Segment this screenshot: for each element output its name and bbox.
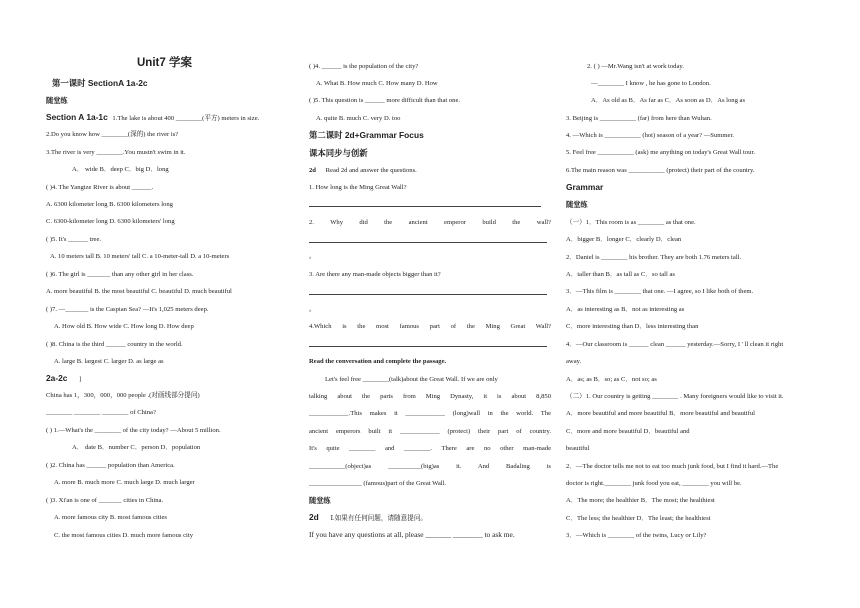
task-label: 2d <box>309 512 319 522</box>
task-line <box>309 513 427 523</box>
question-options: A. 10 meters tall B. 10 meters' tall C. a 10-meter-tall D. a 10-meters <box>50 253 230 260</box>
question-options: A. quite B. much C. very D. too <box>316 115 401 122</box>
section-line <box>46 374 81 384</box>
question-text: （一）1．This room is as ________ as that one. <box>566 219 696 226</box>
question-options: A．The more; the healthier B．The most; the healthiest <box>566 497 715 504</box>
question-options: A．As old as B．As far as C．As soon as D．As long as <box>591 97 746 104</box>
question-options: A. What B. How much C. How many D. How <box>316 80 438 87</box>
question-options: A. 6300 kilometer long B. 6300 kilometers long <box>46 201 173 208</box>
page-title: Unit7 学案 <box>137 57 192 69</box>
passage-line: ancient emperors built it ____________ (protect) their part of country. <box>309 428 551 435</box>
question-options: A． date B．number C．person D．population <box>72 444 201 451</box>
question-options: A. more beautiful B. the most beautiful C. beautiful D. much beautiful <box>46 288 232 295</box>
task-instruction: Read 2d and answer the questions. <box>325 167 417 174</box>
question-text: 3. Are there any man-made objects bigger than it? <box>309 271 441 278</box>
question-options: C. 6300-kilometer long D. 6300 kilometers' long <box>46 218 175 225</box>
question-options: C．more interesting than D．less interesting than <box>566 323 699 330</box>
question-text: ( )5. It's ______ tree. <box>46 236 102 243</box>
passage-line: Let's feel free ________(talk)about the Great Wall. If we are only <box>325 376 498 383</box>
answer-blanks: ________ ________ ________ of China? <box>46 409 156 416</box>
question-text: 2. Why did the ancient emperor build the wall? <box>309 219 551 226</box>
question-options: beautiful <box>566 445 590 452</box>
question-text: 4. —Which is ___________ (hot) season of a year? —Summer. <box>566 132 734 139</box>
question-text: 3．—Which is ________ of the twins, Lucy or Lily? <box>566 532 707 539</box>
question-options: C．The less; the healthier D．The least; the healthiest <box>566 515 711 522</box>
section-heading: Section A 1a-1c <box>46 112 108 122</box>
question-text: ( )7. —_______ is the Caspian Sea? —It's 1,025 meters deep. <box>46 306 209 313</box>
question-text: 2.Do you know how ________(深的) the river is? <box>46 131 179 138</box>
question-text: ( ) 1.—What's the ________ of the city today? —About 5 million. <box>46 427 221 434</box>
question-text: ( )6. The girl is _______ than any other girl in her class. <box>46 271 194 278</box>
column-left <box>0 0 300 608</box>
question-text: ( )8. China is the third ______ country in the world. <box>46 341 183 348</box>
question-options: C. the most famous cities D. much more famous city <box>54 532 193 539</box>
question-text: doctor is right.________ junk food you eat, ________ you will be. <box>566 480 742 487</box>
question-text: If you have any questions at all, please _______ ________ to ask me. <box>309 530 515 539</box>
answer-line <box>309 206 541 207</box>
question-text: 3.The river is very ________.You mustn't swim in it. <box>46 149 186 156</box>
task-line <box>309 167 417 175</box>
passage-line: ____________.This makes it ____________ (long)wall in the world. The <box>309 410 551 417</box>
question-options: A．taller than B．as tall as C．so tall as <box>566 271 675 278</box>
practice-heading: 随堂练 <box>309 496 331 505</box>
question-options: C．more and more beautiful D．beautiful and <box>566 428 690 435</box>
question-text: ( )3. Xi'an is one of _______ cities in China. <box>46 497 164 504</box>
question-text <box>46 392 200 400</box>
passage-line: talking about the parts from Ming Dynasty, it is about 8,850 <box>309 393 551 400</box>
question-options: A．bigger B．longer C．clearly D．clean <box>566 236 682 243</box>
question-text: 5. Feel free ___________ (ask) me anything on today's Great Wall tour. <box>566 149 755 156</box>
question-text: 4．—Our classroom is ______ clean ______ yesterday.—Sorry, I ' ll clean it right <box>566 341 784 348</box>
task-instruction: Ⅰ.如果有任何问题，请随意提问。 <box>330 515 428 522</box>
task-label: 2d <box>309 167 316 174</box>
question-text: 3. Beijing is ___________ (far) from here than Wuhan. <box>566 115 712 122</box>
question-text: 1. How long is the Ming Great Wall? <box>309 184 407 191</box>
question-text: away. <box>566 358 582 365</box>
question-text: 4.Which is the most famous part of the Ming Great Wall? <box>309 323 551 330</box>
question-options: A. more B. much more C. much large D. much larger <box>54 479 195 486</box>
question-options: A．more beautiful and more beautiful B．more beautiful and beautiful <box>566 410 755 417</box>
sync-heading: 课本同步与创新 <box>309 148 368 158</box>
question-text: （二）1. Our country is getting ________ . Many foreigners would like to visit it. <box>566 393 784 400</box>
question-text: ( )2. China has ______ population than America. <box>46 462 175 469</box>
question-text: —________ I know , he has gone to London. <box>591 80 711 87</box>
question-text: ( )4. ______ is the population of the city? <box>309 63 419 70</box>
question-options: A. more famous city B. most famous cities <box>54 514 167 521</box>
period-mark: 。 <box>309 306 316 313</box>
question-options: A． wide B．deep C．big D．long <box>72 166 169 173</box>
question-options: A. How old B. How wide C. How long D. How deep <box>54 323 194 330</box>
practice-heading: 随堂练 <box>46 96 68 105</box>
practice-heading: 随堂练 <box>566 200 588 209</box>
period-mark: 。 <box>309 253 316 260</box>
question-options: A. large B. largest C. larger D. as large as <box>54 358 164 365</box>
question-text: 2．Daniel is ________ his brother. They are both 1.76 meters tall. <box>566 254 742 261</box>
answer-line <box>309 294 547 295</box>
question-text: ( )4. The Yangtze River is about ______. <box>46 184 154 191</box>
answer-line <box>309 242 547 243</box>
answer-line <box>309 346 547 347</box>
lesson-heading: 第一课时 SectionA 1a-2c <box>52 78 148 88</box>
passage-line: ________________ (famous)part of the Great Wall. <box>309 480 447 487</box>
grammar-heading: Grammar <box>566 182 604 192</box>
passage-line: It's quite ________ and ________. There are no other man-made <box>309 445 551 452</box>
question-text: China has 1，300，000，000 people .(对画线部分提问) <box>46 392 200 399</box>
lesson-heading: 第二课时 2d+Grammar Focus <box>309 130 424 140</box>
section-line <box>46 113 259 123</box>
passage-heading: Read the conversation and complete the passage. <box>309 358 447 365</box>
question-text: ( )5. This question is ______ more difficult than that one. <box>309 97 461 104</box>
question-text: 2．—The doctor tells me not to eat too much junk food, but I find it hard.—The <box>566 463 779 470</box>
question-text: 1.The lake is about 400 ________(平方) meters in size. <box>112 115 260 122</box>
passage-line: ___________(object)as __________(big)as it. And Badaling is <box>309 463 551 470</box>
section-heading: 2a-2c <box>46 373 68 383</box>
question-text: 6.The main reason was ___________ (protect) their part of the country. <box>566 167 755 174</box>
question-text: 3．—This film is ________ that one. —I agree, so I like both of them. <box>566 288 754 295</box>
bracket-mark: ] <box>79 376 82 383</box>
question-options: A．as interesting as B．not as interesting as <box>566 306 685 313</box>
column-right <box>560 0 860 608</box>
question-options: A．as; as B．so; as C．not so; as <box>566 376 657 383</box>
question-text: 2. ( ) —Mr.Wang isn't at work today. <box>587 63 684 70</box>
column-middle <box>300 0 560 608</box>
